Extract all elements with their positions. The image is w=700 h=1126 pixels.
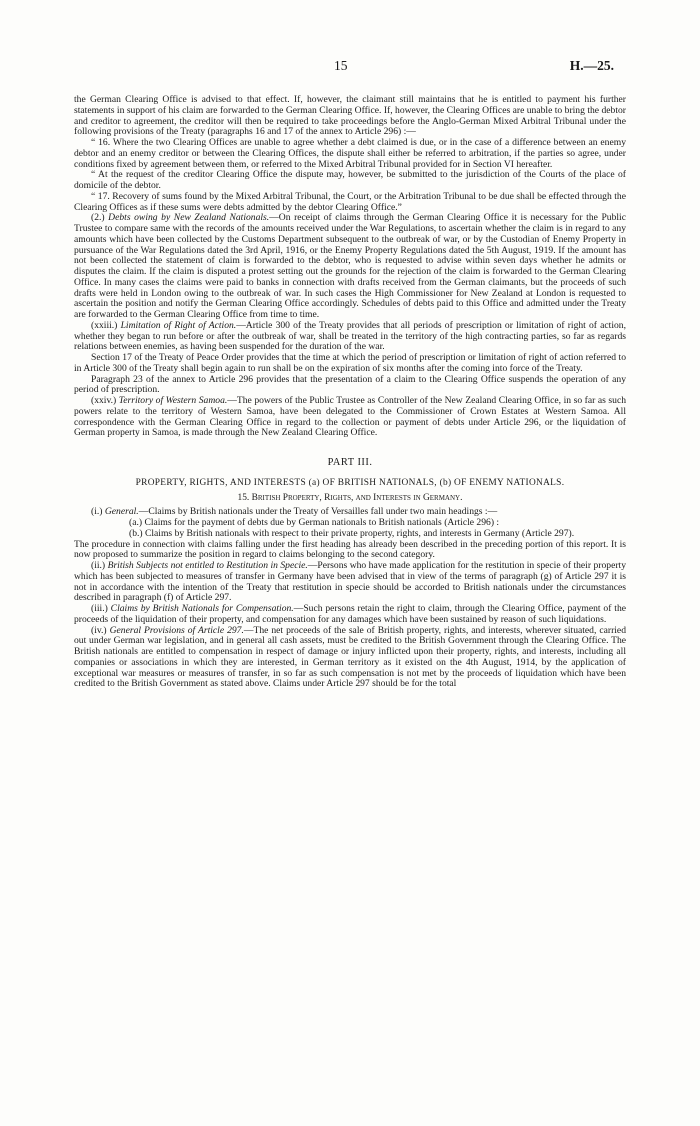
paragraph-section-17: Section 17 of the Treaty of Peace Order provides that the time at which the period of prescription or limitation of right of action referred to in Article 300 of the Treaty shall begin again to run shall be on the expiration of six months after the coming into force of the Treaty. bbox=[74, 352, 626, 374]
paragraph-number: (i.) bbox=[91, 506, 103, 518]
part-heading: PROPERTY, RIGHTS, AND INTERESTS (a) OF BRITISH NATIONALS, (b) OF ENEMY NATIONALS. bbox=[135, 477, 565, 488]
paragraph-number: (xxiv.) bbox=[91, 395, 117, 406]
paragraph-limitation bbox=[74, 321, 626, 353]
paragraph-number: (iv.) bbox=[91, 624, 107, 636]
paragraph-title: Debts owing by New Zealand Nationals. bbox=[108, 212, 270, 224]
paragraph: the German Clearing Office is advised to that effect. If, however, the claimant still maintains that he is entitled to payment his further statements in support of his claim are forwarded to the German Clearing Office. If, however, the Clearing Offices are unable to bring the debtor and creditor to agreement, the creditor will then be required to take proceedings before the Anglo-German Mixed Arbitral Tribunal under the following provisions of the Treaty (paragraphs 16 and 17 of the annex to Article 296) :— bbox=[74, 94, 626, 138]
paragraph-restitution bbox=[74, 561, 626, 604]
paragraph-title: General. bbox=[104, 506, 139, 518]
paragraph-procedure: The procedure in connection with claims falling under the first heading has already been described in the preceding portion of this report. It is now proposed to summarize the position in regard to claims belonging to the second category. bbox=[74, 538, 626, 561]
paragraph-title: British Subjects not entitled to Restitution in Specie. bbox=[107, 560, 308, 571]
paragraph-number: (xxiii.) bbox=[91, 319, 118, 331]
list-item-a: (a.) Claims for the payment of debts due by German nationals to British nationals (Article 296) : bbox=[129, 517, 500, 528]
paragraph-title: General Provisions of Article 297. bbox=[109, 624, 244, 636]
treaty-quote-paragraph-16: “ 16. Where the two Clearing Offices are unable to agree whether a debt claimed is due, or in the case of a difference between an enemy debtor and an enemy creditor or between the Clearing Offices, the dispute shall either be referred to arbitration, if the parties so agree, under conditions fixed by agreement between them, or referred to the Mixed Arbitral Tribunal provided for in Section VI hereafter. bbox=[74, 137, 626, 170]
paragraph-number: (2.) bbox=[91, 212, 105, 224]
paragraph-article-297 bbox=[74, 626, 626, 691]
list-item-b: (b.) Claims by British nationals with respect to their private property, rights, and interests in Germany (Article 297). bbox=[129, 527, 575, 539]
paragraph-number: (ii.) bbox=[91, 560, 106, 571]
treaty-quote-jurisdiction: “ At the request of the creditor Clearing Office the dispute may, however, be submitted to the jurisdiction of the Courts of the place of domicile of the debtor. bbox=[74, 169, 626, 191]
paragraph-number: (iii.) bbox=[91, 603, 108, 614]
paragraph-23: Paragraph 23 of the annex to Article 296 provides that the presentation of a claim to the Clearing Office suspends the operation of any period of prescription. bbox=[74, 373, 626, 396]
paragraph-western-samoa bbox=[74, 396, 626, 439]
paragraph-text: —The net proceeds of the sale of British property, rights, and interests, wherever situated, carried out under German war legislation, and in general all cash assets, must be credited to the British Government through the Clearing Office. The British nationals are entitled to compensation in respect of damage or injury inflicted upon their property, rights, and interests, including all companies or associations in which they are interested, in German territory as it existed on the 4th August, 1914, by the application of exceptional war measures or measures of transfer, in so far as such compensation is not met by the proceeds of liquidation which have been credited to the British Government as stated above. Claims under Article 297 should be for the total bbox=[74, 624, 626, 690]
paragraph-text: —Article 300 of the Treaty provides that all periods of prescription or limitation of right of action, whether they began to run before or after the outbreak of war, shall be treated in the territory of the high contracting parties, so far as regards relations between enemies, as having been suspended for the duration of the war. bbox=[74, 319, 626, 353]
page-header bbox=[0, 58, 700, 76]
paragraph-compensation bbox=[74, 604, 626, 626]
paragraph-text: —Persons who have made application for the restitution in specie of their property which has been subjected to measures of transfer in Germany have been advised that in view of the terms of paragraph (g) of Article 297 it is not in accordance with the intention of the Treaty that restitution in specie should be accorded to British nationals under the circumstances described in paragraph (f) of Article 297. bbox=[74, 560, 626, 604]
paragraph-text: —Claims by British nationals under the Treaty of Versailles fall under two main headings :— bbox=[138, 506, 498, 518]
treaty-quote-paragraph-17: “ 17. Recovery of sums found by the Mixed Arbitral Tribunal, the Court, or the Arbitration Tribunal to be due shall be effected through the Clearing Offices as if these sums were debts admitted by the debtor Clearing Office.” bbox=[74, 190, 626, 213]
paragraph-title: Limitation of Right of Action. bbox=[120, 319, 237, 331]
paragraph-title: Claims by British Nationals for Compensation. bbox=[110, 603, 294, 614]
paragraph-text: —The powers of the Public Trustee as Controller of the New Zealand Clearing Office, in so far as such powers relate to the territory of Western Samoa, have been delegated to the Commissioner of Crown Estates at Western Samoa. All correspondence with the German Clearing Office in regard to the collection or payment of debts under Article 296, or the liquidation of German property in Samoa, is made through the New Zealand Clearing Office. bbox=[74, 395, 627, 439]
section-heading: 15. British Property, Rights, and Interests in Germany. bbox=[237, 492, 463, 503]
page-number: 15 bbox=[334, 58, 348, 73]
paragraph-text: —Such persons retain the right to claim, through the Clearing Office, payment of the proceeds of the liquidation of their property, and compensation for any damages which have been sustained by reason of such liquidations. bbox=[74, 603, 626, 625]
paragraph-debts-owing bbox=[74, 213, 626, 321]
part-title: PART III. bbox=[327, 457, 373, 468]
paragraph-text: —On receipt of claims through the German Clearing Office it is necessary for the Public Trustee to compare same with the records of the amounts received under the War Regulations, to ascertain whether the claim is in regard to any amounts which have been collected by the Customs Department subsequent to the outbreak of war, or by the Custodian of Enemy Property in pursuance of the War Regulations dated the 3rd April, 1916, or the Enemy Property Regulations dated the 5th August, 1919. If the amount has not been collected the statement of claim is forwarded to the debtor, who is requested to advise within seven days whether he admits or disputes the claim. If the claim is disputed a protest setting out the grounds for the rejection of the claim is forwarded to the German Clearing Office. In many cases the claims were paid to banks in connection with drafts received from the German claimants, but the proceeds of such drafts were held in London owing to the outbreak of war. In such cases the High Commissioner for New Zealand at London is requested to ascertain the position and notify the German Clearing Office accordingly. Schedules of debts paid to this Office and admitted under the Treaty are forwarded to the German Clearing Office from time to time. bbox=[74, 212, 626, 320]
body-text bbox=[74, 95, 626, 690]
paragraph-title: Territory of Western Samoa. bbox=[118, 395, 228, 406]
document-reference: H.—25. bbox=[569, 58, 614, 73]
